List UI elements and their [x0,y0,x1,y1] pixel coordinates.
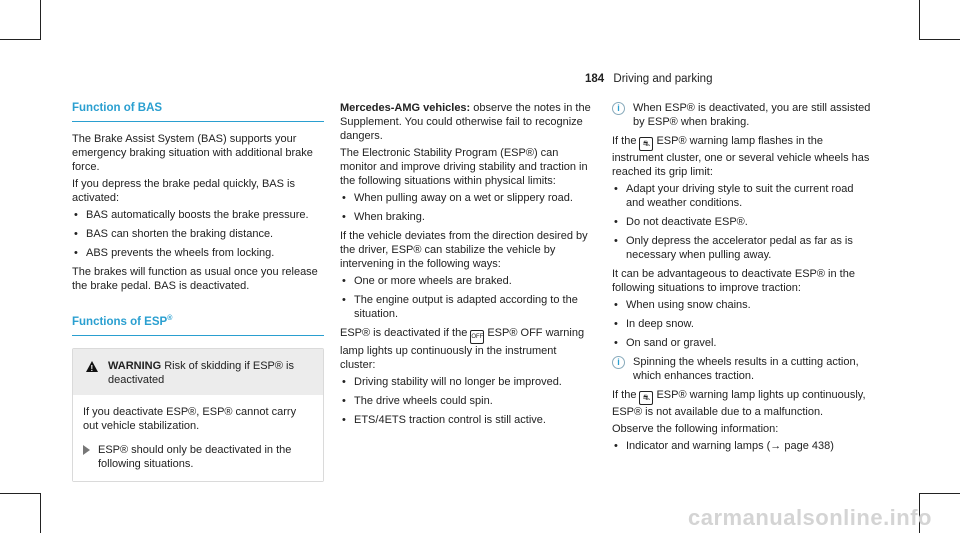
list-item[interactable]: • Indicator and warning lamps (→ page 438) [614,440,834,452]
list-item: • On sand or gravel. [614,337,717,349]
crop-mark [919,493,960,494]
right-column [612,101,874,458]
bas-if: If you depress the brake pedal quickly, BAS is activated: [72,178,295,204]
list-item: • Do not deactivate ESP®. [614,216,748,228]
list-item: • Only depress the accelerator pedal as far as is necessary when pulling away. [614,235,853,261]
crop-mark [919,39,960,40]
page-header [585,73,712,85]
bas-heading: Function of BAS [72,102,163,114]
advantage-list [612,298,874,350]
middle-column [340,101,592,432]
crop-mark [40,493,41,533]
info-note: i When ESP® is deactivated, you are still assisted by ESP® when braking. [612,101,874,129]
bas-intro: The Brake Assist System (BAS) supports your emergency braking situation with additional brake force. [72,133,313,173]
warning-body-text: If you deactivate ESP®, ESP® cannot carry out vehicle stabilization. [83,406,297,432]
list-item: • One or more wheels are braked. [342,275,512,287]
left-column [72,101,324,482]
esp-intro: The Electronic Stability Program (ESP®) can monitor and improve driving stability and traction in the following situations within physical limits: [340,147,588,187]
list-item: • The drive wheels could spin. [342,395,493,407]
esp-off-text: ESP® is deactivated if the OFF ESP® OFF warning lamp lights up continuously in the instrument cluster: [340,327,585,371]
warning-label: WARNING [108,360,162,372]
list-item: • BAS automatically boosts the brake pressure. [74,209,309,221]
warning-triangle-icon [86,361,98,372]
list-item: • Driving stability will no longer be improved. [342,376,562,388]
section-title: Driving and parking [613,73,713,85]
amg-note: Mercedes-AMG vehicles: observe the notes in the Supplement. You could otherwise fail to recognize dangers. [340,102,591,142]
list-item: • In deep snow. [614,318,694,330]
list-item: • The engine output is adapted according to the situation. [342,294,578,320]
info-icon: i [612,356,625,369]
skid-car-icon: ⛐ [639,137,653,151]
info-icon: i [612,102,625,115]
list-item: • When braking. [342,211,425,223]
list-item: • ETS/4ETS traction control is still active. [342,414,546,426]
deviate-list [340,274,592,321]
continuous-text: If the ⛐ ESP® warning lamp lights up continuously, ESP® is not available due to a malfunction. [612,389,866,418]
warning-box [72,348,324,482]
list-item: • When using snow chains. [614,299,751,311]
arrow-right-icon [83,445,90,455]
esp-off-icon: OFF [470,330,484,344]
deviate-text: If the vehicle deviates from the direction desired by the driver, ESP® can stabilize the vehicle by intervening in the following ways: [340,230,588,270]
list-item: • When pulling away on a wet or slippery road. [342,192,573,204]
heading-rule [72,335,324,336]
list-item: • ABS prevents the wheels from locking. [74,247,275,259]
crop-mark [0,39,41,40]
esp-heading: Functions of ESP® [72,315,173,328]
advantage-text: It can be advantageous to deactivate ESP® in the following situations to improve traction: [612,268,855,294]
bas-list [72,208,324,260]
bas-outro: The brakes will function as usual once you release the brake pedal. BAS is deactivated. [72,266,318,292]
skid-car-icon: ⛐ [639,391,653,405]
observe-list [612,439,874,453]
crop-mark [40,0,41,40]
warning-text: Risk of skidding if ESP® is deactivated [108,360,294,386]
off-list [340,375,592,427]
heading-rule [72,121,324,122]
watermark: carmanualsonline.info [688,505,932,530]
flash-text: If the ⛐ ESP® warning lamp flashes in the instrument cluster, one or several vehicle wheels has reached its grip limit: [612,135,870,178]
warning-body [73,395,323,481]
crop-mark [0,493,41,494]
esp-list [340,191,592,224]
flash-list [612,182,874,262]
list-item: • BAS can shorten the braking distance. [74,228,274,240]
page-number: 184 [585,73,605,85]
warning-action: ESP® should only be deactivated in the following situations. [83,443,313,471]
list-item: • Adapt your driving style to suit the current road and weather conditions. [614,183,854,209]
crop-mark [919,0,920,40]
warning-header [73,349,323,395]
observe-text: Observe the following information: [612,423,779,435]
info-note: i Spinning the wheels results in a cutting action, which enhances traction. [612,355,874,383]
